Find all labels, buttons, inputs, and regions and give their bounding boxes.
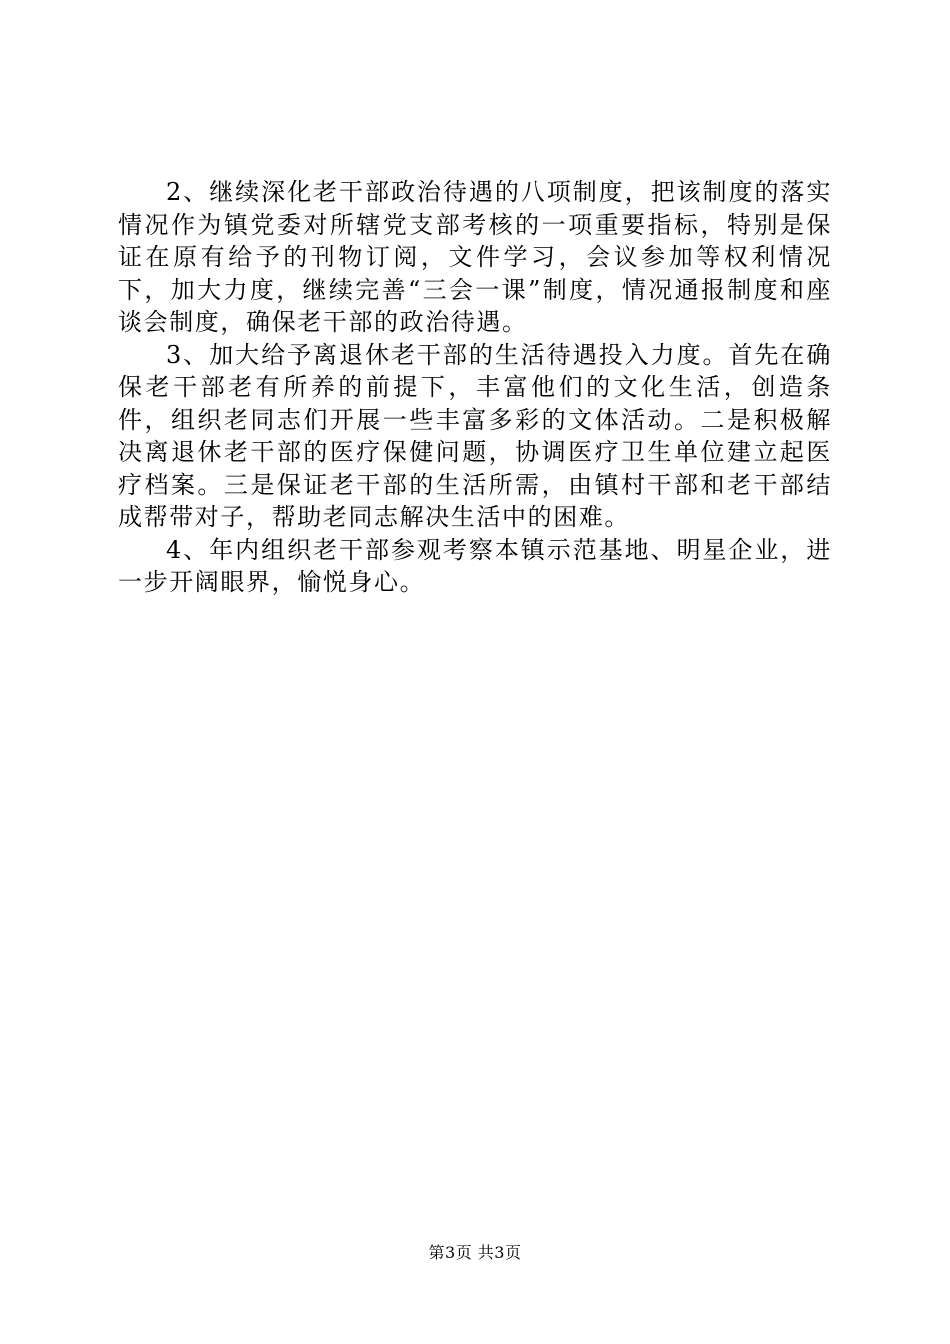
paragraph-item-2: 2、继续深化老干部政治待遇的八项制度，把该制度的落实情况作为镇党委对所辖党支部考核的一项重要指标，特别是保证在原有给予的刊物订阅，文件学习，会议参加等权利情况下，加大力度，继续完善“三会一课”制度，情况通报制度和座谈会制度，确保老干部的政治待遇。: [118, 178, 832, 336]
document-body: [118, 176, 832, 599]
page-footer: 第3页 共3页: [428, 1243, 522, 1262]
paragraph-item-4: 4、年内组织老干部参观考察本镇示范基地、明星企业，进一步开阔眼界，愉悦身心。: [118, 535, 832, 596]
paragraph-item-3: 3、加大给予离退休老干部的生活待遇投入力度。首先在确保老干部老有所养的前提下，丰富他们的文化生活，创造条件，组织老同志们开展一些丰富多彩的文体活动。二是积极解决离退休老干部的医疗保健问题，协调医疗卫生单位建立起医疗档案。三是保证老干部的生活所需，由镇村干部和老干部结成帮带对子，帮助老同志解决生活中的困难。: [118, 340, 832, 531]
